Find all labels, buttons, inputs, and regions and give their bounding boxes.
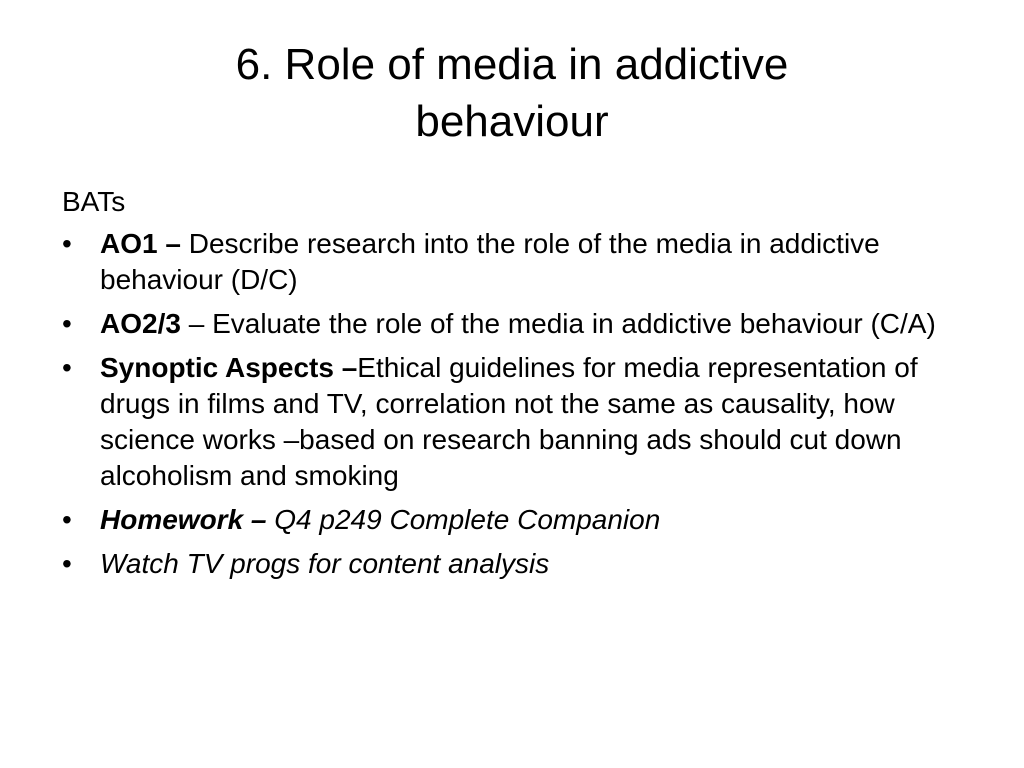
bats-heading: BATs [62, 186, 126, 217]
bullet-text: Ethical guidelines for media representation of drugs in films and TV, correlation not the same as causality, how science works –based on research banning ads should cut down alcoholism and smoking [100, 352, 918, 491]
bullet-icon: • [62, 352, 72, 383]
bullet-ao2-3 [62, 306, 962, 342]
bullet-list [62, 226, 962, 582]
bullet-icon: • [62, 504, 72, 535]
slide-title-line-2: behaviour [415, 97, 609, 146]
bullet-label: Synoptic Aspects – [100, 352, 358, 383]
bullet-icon: • [62, 548, 72, 579]
bullet-label: AO1 – [100, 228, 181, 259]
bullet-label: Homework – [100, 504, 267, 535]
bullet-icon: • [62, 228, 72, 259]
bullet-homework [62, 502, 962, 538]
bullet-text: – Evaluate the role of the media in addictive behaviour (C/A) [180, 308, 936, 339]
slide-title-line-1: 6. Role of media in addictive [235, 40, 789, 89]
bullet-watch-tv [62, 546, 962, 582]
slide-title [60, 36, 964, 150]
bullet-synoptic-aspects [62, 350, 962, 494]
bullet-text: Q4 p249 Complete Companion [266, 504, 661, 535]
bullet-text: Describe research into the role of the media in addictive behaviour (D/C) [100, 228, 880, 295]
bullet-ao1 [62, 226, 962, 298]
slide-body [62, 184, 962, 590]
bullet-text: Watch TV progs for content analysis [100, 548, 550, 579]
bullet-icon: • [62, 308, 72, 339]
bullet-label: AO2/3 [100, 308, 181, 339]
